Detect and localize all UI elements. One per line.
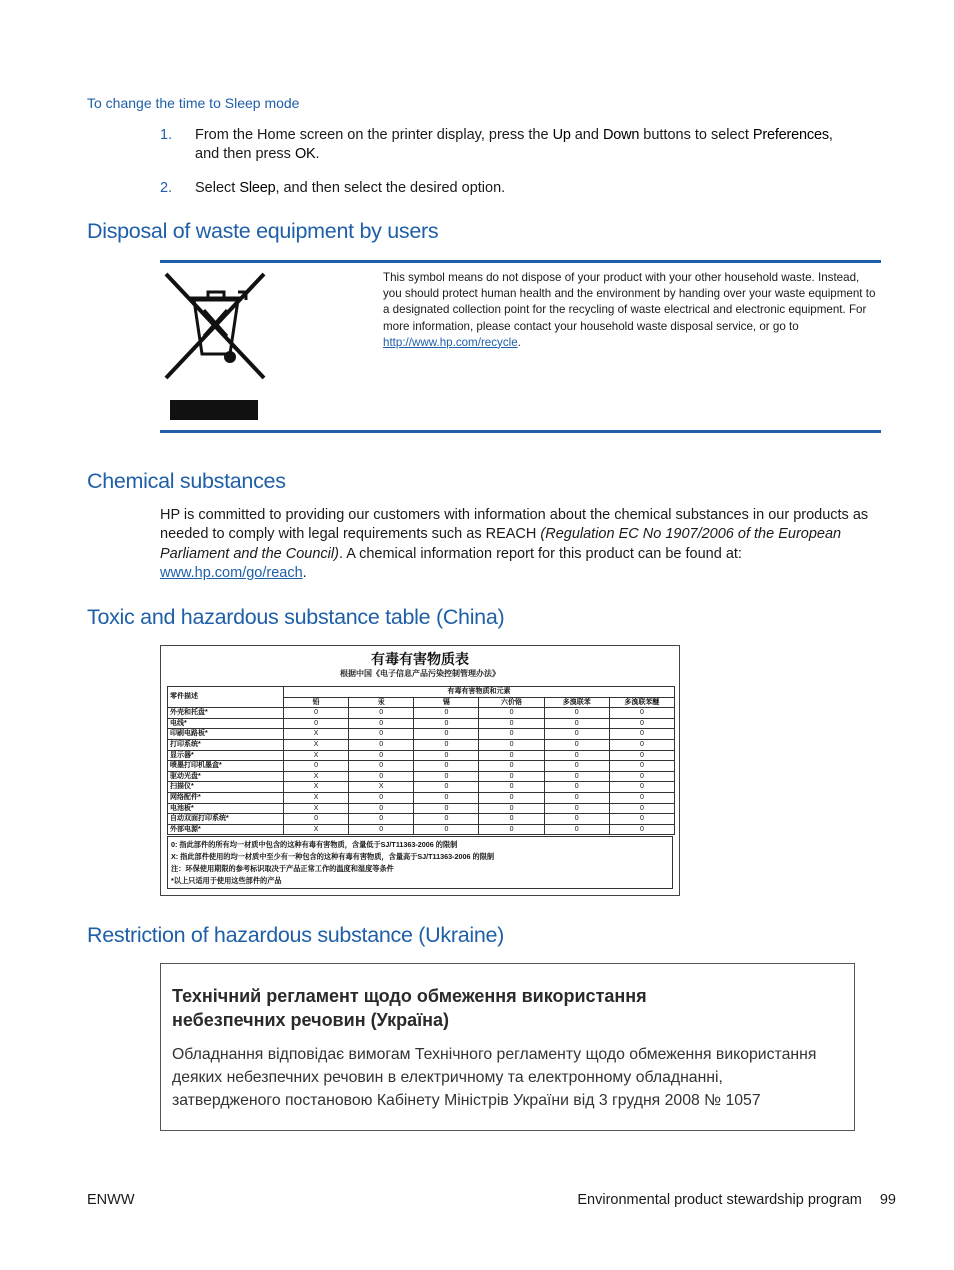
footer-enww: ENWW — [87, 1192, 135, 1208]
substance-value-cell: 0 — [544, 761, 609, 772]
substance-value-cell: 0 — [414, 739, 479, 750]
part-name-cell: 电池板* — [168, 803, 284, 814]
down-button-label: Down — [602, 127, 640, 143]
substance-value-cell: 0 — [609, 739, 674, 750]
part-name-cell: 外部电源* — [168, 824, 284, 835]
substance-value-cell: X — [284, 803, 349, 814]
substance-value-cell: X — [284, 739, 349, 750]
substance-value-cell: 0 — [544, 792, 609, 803]
note-line: X: 指此部件使用的均一材质中至少有一种包含的这种有毒有害物质，含量高于SJ/T11363-2006 的限制 — [171, 852, 495, 861]
divider-bottom — [160, 430, 881, 433]
column-header: 汞 — [349, 697, 414, 708]
substance-value-cell: X — [284, 824, 349, 835]
china-table-title: 有毒有害物质表 — [371, 651, 469, 667]
substance-value-cell: 0 — [479, 739, 544, 750]
substance-value-cell: 0 — [284, 718, 349, 729]
table-row — [168, 718, 675, 729]
ukraine-regulation-box — [160, 963, 855, 1131]
substance-value-cell: 0 — [479, 729, 544, 740]
substance-value-cell: 0 — [544, 782, 609, 793]
substance-value-cell: 0 — [414, 792, 479, 803]
substance-value-cell: 0 — [349, 771, 414, 782]
part-name-cell: 扫描仪* — [168, 782, 284, 793]
substance-value-cell: 0 — [479, 792, 544, 803]
substance-value-cell: 0 — [414, 771, 479, 782]
substance-value-cell: X — [284, 792, 349, 803]
substance-value-cell: 0 — [479, 771, 544, 782]
substance-value-cell: 0 — [349, 814, 414, 825]
substance-value-cell: 0 — [609, 729, 674, 740]
substance-value-cell: 0 — [284, 761, 349, 772]
substance-value-cell: 0 — [544, 739, 609, 750]
substance-value-cell: 0 — [609, 761, 674, 772]
column-header: 铅 — [284, 697, 349, 708]
substance-value-cell: 0 — [544, 729, 609, 740]
substance-value-cell: 0 — [349, 718, 414, 729]
column-header: 镉 — [414, 697, 479, 708]
note-line: 0: 指此部件的所有均一材质中包含的这种有毒有害物质，含量低于SJ/T11363-2006 的限制 — [171, 840, 458, 849]
substance-value-cell: 0 — [544, 718, 609, 729]
substance-value-cell: 0 — [414, 803, 479, 814]
table-row — [168, 761, 675, 772]
chemical-heading: Chemical substances — [87, 469, 286, 493]
chemical-paragraph: HP is committed to providing our customers with information about the chemical substances in our products as needed to comply with legal requirements such as REACH (Regulation EC No 1907/2006 of the European Parliament and the Council). A chemical information report for this product can be found at: www.hp.com/go/reach. — [160, 507, 869, 582]
part-name-cell: 外壳和托盘* — [168, 708, 284, 719]
substance-value-cell: 0 — [414, 750, 479, 761]
substance-value-cell: 0 — [479, 708, 544, 719]
substance-value-cell: 0 — [479, 718, 544, 729]
ukraine-heading: Restriction of hazardous substance (Ukraine) — [87, 923, 504, 947]
ukraine-regulation-text: Обладнання відповідає вимогам Технічного регламенту щодо обмеження використання деяких небезпечних речовин в електричному та електронному обладнанні, затвердженого постановою Кабінету Міністрів України від 3 грудня 2008 № 1057 — [172, 1046, 817, 1109]
sleep-mode-heading: To change the time to Sleep mode — [87, 95, 300, 111]
substance-value-cell: 0 — [479, 750, 544, 761]
china-substance-table — [167, 686, 675, 835]
divider-top — [160, 260, 881, 263]
substance-value-cell: 0 — [414, 814, 479, 825]
substance-value-cell: 0 — [414, 782, 479, 793]
table-row — [168, 739, 675, 750]
substance-value-cell: 0 — [609, 750, 674, 761]
substance-value-cell: 0 — [479, 761, 544, 772]
substance-value-cell: 0 — [609, 708, 674, 719]
page-number: 99 — [879, 1192, 896, 1208]
substance-value-cell: 0 — [544, 814, 609, 825]
substance-value-cell: X — [349, 782, 414, 793]
substance-value-cell: 0 — [479, 824, 544, 835]
part-name-cell: 驱动光盘* — [168, 771, 284, 782]
substance-value-cell: 0 — [544, 771, 609, 782]
footer-section-page — [577, 1192, 896, 1208]
substance-value-cell: 0 — [284, 708, 349, 719]
substance-value-cell: 0 — [349, 761, 414, 772]
preferences-label: Preferences — [752, 127, 829, 143]
substance-value-cell: 0 — [609, 824, 674, 835]
substance-group-header: 有毒有害物质和元素 — [284, 687, 675, 698]
substance-value-cell: 0 — [349, 792, 414, 803]
table-row — [168, 708, 675, 719]
substance-value-cell: 0 — [544, 803, 609, 814]
step-text: From the Home screen on the printer display, press the Up and Down buttons to select Preferences, and then press OK. — [195, 127, 833, 162]
china-heading: Toxic and hazardous substance table (China) — [87, 605, 505, 629]
substance-value-cell: 0 — [544, 708, 609, 719]
substance-value-cell: 0 — [609, 782, 674, 793]
part-header: 零件描述 — [168, 687, 284, 708]
column-header: 六价铬 — [479, 697, 544, 708]
table-row — [168, 824, 675, 835]
disposal-text: This symbol means do not dispose of your product with your other household waste. Instead, you should protect human health and the environment by handing over your waste equipment to a designated collection point for the recycling of waste electrical and electronic equipment. For more information, please contact your household waste disposal service, or go to http://www.hp.com/recycle. — [383, 271, 876, 349]
part-name-cell: 网络配件* — [168, 792, 284, 803]
part-name-cell: 电线* — [168, 718, 284, 729]
table-row — [168, 782, 675, 793]
crossed-out-wheeled-bin-icon — [164, 270, 266, 424]
substance-value-cell: 0 — [349, 824, 414, 835]
substance-value-cell: 0 — [349, 750, 414, 761]
part-name-cell: 印刷电路板* — [168, 729, 284, 740]
column-header: 多溴联苯 — [544, 697, 609, 708]
note-line: *以上只适用于使用这些部件的产品 — [171, 876, 282, 885]
table-row — [168, 814, 675, 825]
reach-regulation-citation: (Regulation EC No 1907/2006 of the European Parliament and the Council) — [160, 526, 842, 562]
substance-value-cell: 0 — [609, 803, 674, 814]
china-table-notes — [167, 836, 673, 889]
note-line: 注：环保使用期限的参考标识取决于产品正常工作的温度和湿度等条件 — [171, 864, 394, 873]
ok-button-label: OK — [294, 146, 316, 162]
substance-value-cell: 0 — [284, 814, 349, 825]
up-button-label: Up — [552, 127, 571, 143]
substance-value-cell: 0 — [349, 729, 414, 740]
recycle-link[interactable]: http://www.hp.com/recycle — [383, 335, 518, 349]
table-row — [168, 803, 675, 814]
substance-value-cell: 0 — [414, 761, 479, 772]
substance-value-cell: 0 — [349, 708, 414, 719]
table-row — [168, 729, 675, 740]
substance-value-cell: 0 — [414, 708, 479, 719]
part-name-cell: 自动双面打印系统* — [168, 814, 284, 825]
substance-value-cell: 0 — [609, 814, 674, 825]
substance-value-cell: 0 — [349, 739, 414, 750]
substance-value-cell: 0 — [349, 803, 414, 814]
china-substance-table-image — [160, 645, 680, 896]
step-text: Select Sleep, and then select the desired option. — [195, 180, 506, 196]
substance-value-cell: 0 — [414, 718, 479, 729]
substance-value-cell: 0 — [609, 718, 674, 729]
china-table-subtitle: 根据中国《电子信息产品污染控制管理办法》 — [340, 669, 500, 678]
substance-value-cell: X — [284, 771, 349, 782]
substance-value-cell: 0 — [609, 792, 674, 803]
sleep-label: Sleep — [239, 180, 276, 196]
substance-value-cell: 0 — [414, 729, 479, 740]
substance-value-cell: 0 — [479, 782, 544, 793]
table-row — [168, 750, 675, 761]
part-name-cell: 显示器* — [168, 750, 284, 761]
step-number: 2. — [160, 180, 173, 196]
substance-value-cell: 0 — [544, 824, 609, 835]
substance-value-cell: 0 — [544, 750, 609, 761]
reach-link[interactable]: www.hp.com/go/reach — [160, 565, 303, 582]
disposal-heading: Disposal of waste equipment by users — [87, 219, 439, 243]
part-name-cell: 喷墨打印机墨盒* — [168, 761, 284, 772]
step-number: 1. — [160, 127, 173, 143]
substance-value-cell: X — [284, 729, 349, 740]
footer-section-title: Environmental product stewardship program — [577, 1192, 862, 1208]
substance-value-cell: 0 — [479, 814, 544, 825]
substance-value-cell: 0 — [479, 803, 544, 814]
substance-value-cell: 0 — [609, 771, 674, 782]
part-name-cell: 打印系统* — [168, 739, 284, 750]
substance-value-cell: X — [284, 782, 349, 793]
ukraine-regulation-title: Технічний регламент щодо обмеження використання небезпечних речовин (Україна) — [172, 986, 647, 1030]
column-header: 多溴联苯醚 — [609, 697, 674, 708]
substance-value-cell: X — [284, 750, 349, 761]
table-row — [168, 792, 675, 803]
substance-value-cell: 0 — [414, 824, 479, 835]
table-row — [168, 771, 675, 782]
